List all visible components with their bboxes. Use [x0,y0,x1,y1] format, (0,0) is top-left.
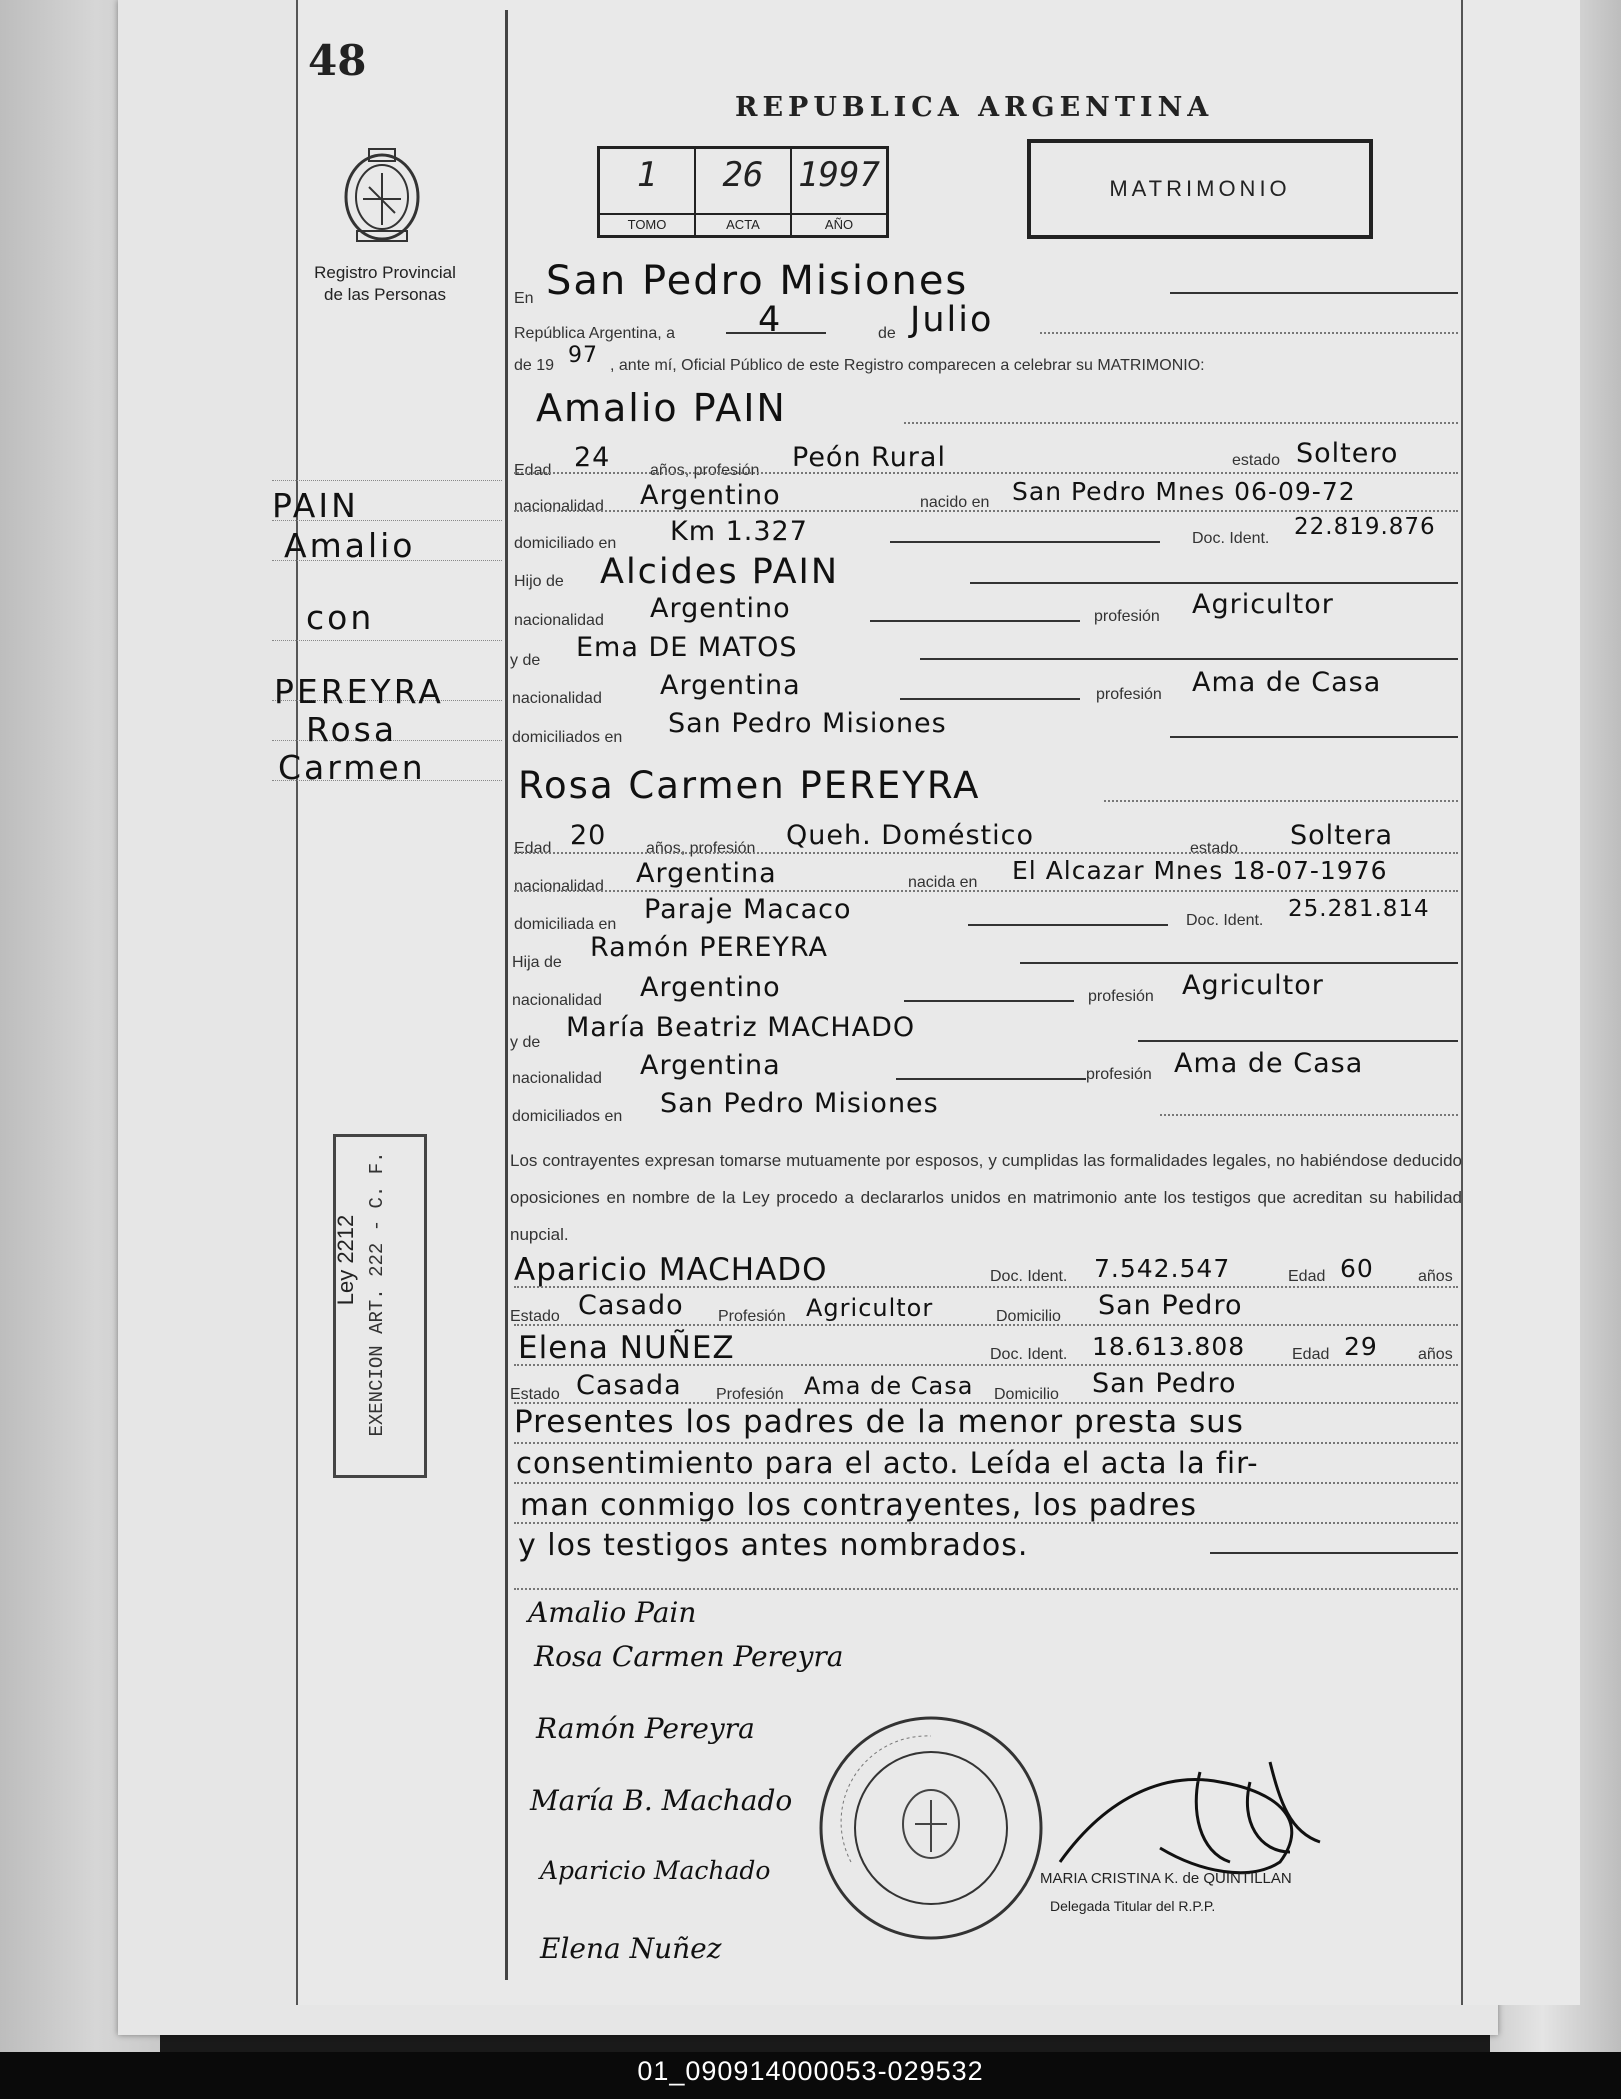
bride-nacionalidad: Argentina [636,858,777,889]
act-type-box: MATRIMONIO [1027,139,1373,239]
witness1-profesion: Agricultor [806,1294,934,1322]
groom-profesion: Peón Rural [792,442,946,473]
notes-line-4: y los testigos antes nombrados. [518,1528,1029,1563]
acta-value: 26 [722,155,764,195]
bride-edad-label: Edad [514,840,552,857]
witness1-domicilio: San Pedro [1098,1290,1243,1321]
margin-groom-name: Amalio [284,526,416,565]
groom-padre-nac-label: nacionalidad [514,612,604,629]
bride-estado: Soltera [1290,820,1394,851]
bride-doc: 25.281.814 [1288,896,1430,922]
groom-doc: 22.819.876 [1294,514,1436,540]
margin-con: con [306,598,375,637]
groom-nac-line [514,510,1458,512]
groom-madre-prof-label: profesión [1096,686,1162,703]
groom-edad-line [514,472,1458,474]
acta-reference-box [597,146,889,238]
bride-domicilio: Paraje Macaco [644,894,852,925]
bride-padre: Ramón PEREYRA [590,932,829,963]
witness2-dom-label: Domicilio [994,1386,1059,1403]
witness1-line2 [514,1324,1458,1326]
bride-madre-nac-line [896,1078,1086,1080]
margin-groom-surname: PAIN [272,486,359,525]
bride-madre-line [1138,1040,1458,1042]
witness1-doc: 7.542.547 [1094,1254,1231,1283]
year-value: 97 [568,343,598,368]
official-title: Delegada Titular del R.P.P. [1050,1898,1216,1914]
bride-yde-label: y de [510,1034,541,1051]
notes-rule-2 [514,1482,1458,1484]
margin-bride-surname: PEREYRA [274,672,444,711]
bride-edad-line [514,852,1458,854]
bride-madre-prof-label: profesión [1086,1066,1152,1083]
witness2-line [514,1364,1458,1366]
margin-rule-line [272,480,502,481]
groom-madre-line [920,658,1458,660]
witness2-prof-label: Profesión [716,1386,784,1403]
witness2-profesion: Ama de Casa [804,1372,974,1400]
month-line [1040,332,1458,334]
groom-dom-label: domiciliado en [514,535,617,552]
exemption-stamp [333,1134,427,1478]
groom-doc-label: Doc. Ident. [1192,530,1270,547]
coat-of-arms-icon [341,143,423,247]
groom-padre-prof: Agricultor [1192,589,1334,620]
margin-bride-name-1: Rosa [306,710,398,749]
witness1-anos-label: años [1418,1268,1453,1285]
registry-line-1: Registro Provincial [314,263,456,282]
groom-nacido: San Pedro Mnes 06-09-72 [1012,477,1356,506]
witness1-edad: 60 [1340,1254,1374,1283]
groom-name: Amalio PAIN [536,386,787,430]
bride-dom-label: domiciliada en [514,916,617,933]
bride-padres-dom-line [1160,1114,1458,1116]
witness2-anos-label: años [1418,1346,1453,1363]
margin-rule-line [272,640,502,641]
de-label: de [878,325,896,342]
groom-padres-dom: San Pedro Misiones [668,708,947,739]
groom-dom-line [890,541,1160,543]
place-line [1170,292,1458,294]
registry-seal-icon [815,1712,1047,1944]
republica-label: República Argentina, a [514,325,675,342]
groom-padre: Alcides PAIN [600,552,840,592]
groom-profesion-label: años, profesión [650,462,760,479]
groom-madre-prof: Ama de Casa [1192,667,1382,698]
month-value: Julio [910,300,994,340]
bride-dom-line [968,924,1168,926]
bride-hija-label: Hija de [512,954,562,971]
ano-value: 1997 [798,155,880,195]
groom-yde-label: y de [510,652,541,669]
ano-label: AÑO [792,213,886,235]
witness2-estado: Casada [576,1370,682,1401]
notes-line-1: Presentes los padres de la menor presta sus [514,1404,1244,1440]
bride-padre-nac-line [904,1000,1074,1002]
stamp-law: Ley 2212 [333,1214,358,1306]
tomo-value: 1 [636,155,658,195]
witness2-edad-label: Edad [1292,1346,1330,1363]
acta-label: ACTA [696,213,790,235]
bride-nac-line [514,890,1458,892]
witness2-doc-label: Doc. Ident. [990,1346,1068,1363]
bride-madre-prof: Ama de Casa [1174,1048,1364,1079]
margin-bride-name-2: Carmen [278,748,426,787]
signature-bride: Rosa Carmen Pereyra [534,1640,844,1673]
groom-estado: Soltero [1296,438,1399,469]
witness1-estado: Casado [578,1290,684,1321]
registry-name [290,262,480,306]
day-line [726,332,826,334]
bride-nacida: El Alcazar Mnes 18-07-1976 [1012,856,1388,885]
bride-padre-prof-label: profesión [1088,988,1154,1005]
groom-hijo-label: Hijo de [514,573,564,590]
groom-edad-label: Edad [514,462,552,479]
official-signature-icon [1050,1752,1340,1882]
groom-domicilio: Km 1.327 [670,516,808,547]
file-identifier: 01_090914000053-029532 [637,2056,984,2086]
witness2-domicilio: San Pedro [1092,1368,1237,1399]
groom-padres-dom-line [1170,736,1458,738]
signature-bride-mother: María B. Machado [530,1784,793,1817]
witness1-edad-label: Edad [1288,1268,1326,1285]
groom-nacionalidad: Argentino [640,480,781,511]
groom-padre-nac: Argentino [650,593,791,624]
signature-witness2: Elena Nuñez [540,1932,722,1965]
witness1-estado-label: Estado [510,1308,560,1325]
stamp-text: EXENCION ART. 222 - C. F. [366,1151,388,1437]
groom-padres-dom-label: domiciliados en [512,729,623,746]
notes-line-2: consentimiento para el acto. Leída el acta la fir- [516,1446,1259,1480]
signature-witness1: Aparicio Machado [540,1856,771,1885]
comparecen-text: , ante mí, Oficial Público de este Registro comparecen a celebrar su MATRIMONIO: [610,357,1205,374]
notes-end-line [1210,1552,1458,1554]
bride-nac-label: nacionalidad [514,878,604,895]
bride-padres-dom: San Pedro Misiones [660,1088,939,1119]
right-rule [1461,0,1463,2005]
tomo-cell [600,149,696,235]
witness2-estado-label: Estado [510,1386,560,1403]
bride-padres-dom-label: domiciliados en [512,1108,623,1125]
bride-doc-label: Doc. Ident. [1186,912,1264,929]
witness1-doc-label: Doc. Ident. [990,1268,1068,1285]
registry-line-2: de las Personas [324,285,446,304]
witness1-prof-label: Profesión [718,1308,786,1325]
en-label: En [514,290,534,307]
bride-madre-nac-label: nacionalidad [512,1070,602,1087]
bride-padre-line [1020,962,1458,964]
witness2-doc: 18.613.808 [1092,1332,1246,1361]
bride-padre-prof: Agricultor [1182,970,1324,1001]
bride-padre-nac: Argentino [640,972,781,1003]
tomo-label: TOMO [600,213,694,235]
groom-madre-nac-line [900,698,1080,700]
witness1-name: Aparicio MACHADO [514,1252,828,1288]
witness1-line [514,1286,1458,1288]
day-value: 4 [758,300,783,340]
notes-line-3: man conmigo los contrayentes, los padres [520,1488,1197,1523]
notes-rule-3 [514,1522,1458,1524]
groom-madre: Ema DE MATOS [576,632,798,663]
bride-madre: María Beatriz MACHADO [566,1012,916,1043]
declaration-text: Los contrayentes expresan tomarse mutuamente por esposos, y cumplidas las formalidades legales, no habiéndose deducido oposiciones en nombre de la Ley procedo a declararlos unidos en matrimonio ante los testigos que acreditan su habilidad nupcial. [510,1151,1462,1244]
groom-padre-prof-label: profesión [1094,608,1160,625]
witness2-edad: 29 [1344,1332,1378,1361]
ano-cell [792,149,886,235]
groom-nac-label: nacionalidad [514,498,604,515]
place-value: San Pedro Misiones [546,258,969,304]
bride-madre-nac: Argentina [640,1050,781,1081]
groom-madre-nac-label: nacionalidad [512,690,602,707]
groom-edad: 24 [574,442,611,473]
signature-groom: Amalio Pain [528,1596,697,1629]
groom-nacido-label: nacido en [920,494,990,511]
witness1-dom-label: Domicilio [996,1308,1061,1325]
groom-estado-label: estado [1232,452,1281,469]
official-name: MARIA CRISTINA K. de QUINTILLAN [1040,1870,1292,1887]
groom-padre-nac-line [870,620,1080,622]
acta-cell [696,149,792,235]
bride-padre-nac-label: nacionalidad [512,992,602,1009]
notes-rule-1 [514,1442,1458,1444]
bride-estado-label: estado [1190,840,1239,857]
signature-bride-father: Ramón Pereyra [536,1712,755,1745]
de19-label: de 19 [514,357,555,374]
bride-profesion: Queh. Doméstico [786,820,1034,851]
groom-padre-line [970,582,1458,584]
folio-number: 48 [308,36,367,85]
bride-name: Rosa Carmen PEREYRA [518,764,981,807]
country-heading: REPUBLICA ARGENTINA [735,92,1214,123]
margin-rule [505,10,508,1980]
groom-madre-nac: Argentina [660,670,801,701]
bride-nacida-label: nacida en [908,874,978,891]
bride-name-line [1104,800,1458,802]
groom-name-line [904,422,1458,424]
notes-rule-4 [514,1588,1458,1590]
witness2-name: Elena NUÑEZ [518,1330,735,1366]
bride-edad: 20 [570,820,607,851]
bride-profesion-label: años, profesión [646,840,756,857]
